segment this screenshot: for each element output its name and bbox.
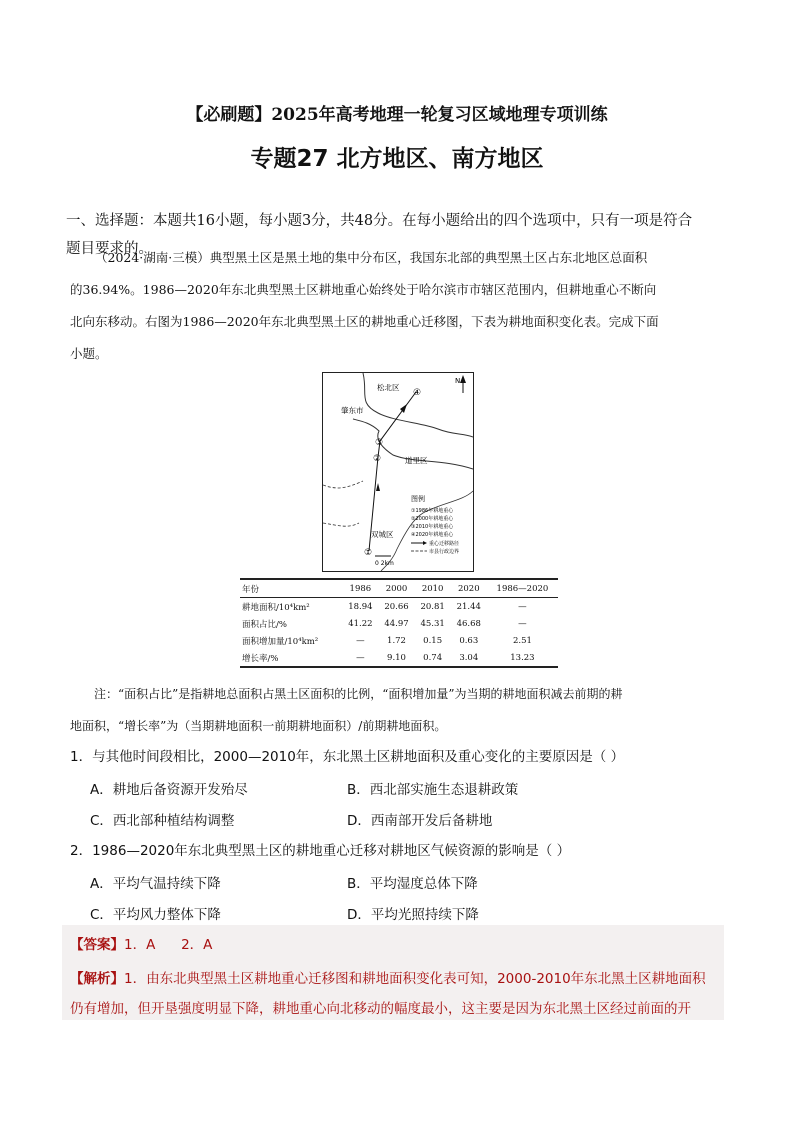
table-header-cell: 2020 bbox=[451, 579, 487, 598]
table-cell: 45.31 bbox=[420, 618, 445, 629]
legend-item-2: ②2000年耕地重心 bbox=[411, 516, 454, 522]
table-cell: 面积增加量/10⁴km² bbox=[242, 636, 319, 647]
answer-tag: 【答案】 bbox=[70, 937, 124, 953]
centroid-migration-map bbox=[322, 372, 474, 572]
topic-title: 专题27 北方地区、南方地区 bbox=[250, 146, 544, 172]
table-header-row bbox=[240, 579, 558, 598]
option-1c: C．西北部种植结构调整 bbox=[90, 813, 235, 829]
legend-item-6: 市县行政边界 bbox=[429, 549, 460, 555]
analysis-line-2: 仍有增加，但开垦强度明显下降，耕地重心向北移动的幅度最小，这主要是因为东北黑土区经过前面的开 bbox=[70, 1001, 691, 1017]
passage-line-1: （2024·湖南·三模）典型黑土区是黑土地的集中分布区，我国东北部的典型黑土区占东北地区总面积 bbox=[95, 250, 648, 265]
table-cell: 41.22 bbox=[348, 618, 373, 629]
table-cell: 3.04 bbox=[459, 652, 479, 663]
label-daoli: 道里区 bbox=[405, 456, 428, 465]
table-cell: 0.74 bbox=[423, 652, 443, 663]
table-cell: 耕地面积/10⁴km² bbox=[242, 602, 310, 613]
table-cell: 46.68 bbox=[456, 618, 481, 629]
question-stem: 2．1986—2020年东北典型黑土区的耕地重心迁移对耕地区气候资源的影响是（ ） bbox=[70, 843, 571, 859]
answer-text: 1．A 2．A bbox=[124, 937, 213, 953]
section-line-2: 题目要求的。 bbox=[66, 241, 153, 257]
passage bbox=[70, 242, 726, 370]
table-cell: — bbox=[518, 618, 527, 629]
passage-line-3: 北向东移动。右图为1986—2020年东北典型黑土区的耕地重心迁移图，下表为耕地面积变化表。完成下面 bbox=[70, 314, 659, 329]
legend-item-1: ①1986年耕地重心 bbox=[411, 508, 454, 514]
farmland-area-table bbox=[240, 578, 558, 668]
map-marker-4: ④ bbox=[413, 388, 422, 398]
table-header-cell: 年份 bbox=[240, 579, 342, 598]
table-header-cell: 1986—2020 bbox=[487, 579, 558, 598]
label-zhaodong: 肇东市 bbox=[341, 406, 364, 415]
table-cell: 0.63 bbox=[459, 635, 479, 646]
option-2b: B．平均湿度总体下降 bbox=[347, 876, 478, 892]
table-cell: 20.66 bbox=[384, 601, 409, 612]
north-label: N bbox=[455, 377, 461, 385]
analysis-line-1 bbox=[70, 964, 730, 994]
map-marker-1: ① bbox=[364, 548, 373, 558]
table-cell: 21.44 bbox=[456, 601, 481, 612]
table-row bbox=[240, 598, 558, 616]
map-marker-2: ② bbox=[373, 454, 382, 464]
table-header-cell: 1986 bbox=[342, 579, 378, 598]
note-line-1: 注：“面积占比”是指耕地总面积占黑土区面积的比例，“面积增加量”为当期的耕地面积减去前期的耕 bbox=[94, 687, 623, 701]
option-2c: C．平均风力整体下降 bbox=[90, 907, 221, 923]
north-arrow-icon bbox=[460, 375, 466, 383]
analysis-tag: 【解析】 bbox=[70, 971, 124, 987]
table-cell: 13.23 bbox=[510, 652, 535, 663]
legend-item-4: ④2020年耕地重心 bbox=[411, 532, 454, 538]
table-note bbox=[70, 678, 726, 742]
map-marker-3: ③ bbox=[375, 438, 384, 448]
table-cell: 18.94 bbox=[348, 601, 373, 612]
option-1b: B．西北部实施生态退耕政策 bbox=[347, 782, 519, 798]
legend-item-5: 重心迁移路径 bbox=[429, 541, 460, 547]
table-cell: 面积占比/% bbox=[242, 619, 287, 630]
question-1 bbox=[70, 742, 730, 772]
table-cell: 9.10 bbox=[387, 652, 406, 663]
table-row bbox=[240, 615, 558, 632]
question-2 bbox=[70, 836, 730, 866]
table-header-cell: 2000 bbox=[378, 579, 414, 598]
scale-bar: 0 2km bbox=[375, 560, 394, 567]
table-cell: — bbox=[356, 652, 365, 663]
answer-line bbox=[70, 933, 212, 953]
table-row bbox=[240, 632, 558, 649]
note-line-2: 地面积，“增长率”为（当期耕地面积一前期耕地面积）/前期耕地面积。 bbox=[70, 719, 447, 733]
label-songbei: 松北区 bbox=[377, 383, 400, 392]
analysis-text-1: 1．由东北典型黑土区耕地重心迁移图和耕地面积变化表可知，2000-2010年东北黑土区耕地面积 bbox=[124, 971, 706, 987]
table-cell: 44.97 bbox=[384, 618, 409, 629]
table-cell: 0.15 bbox=[423, 635, 443, 646]
option-2d: D．平均光照持续下降 bbox=[347, 907, 479, 923]
option-1a: A．耕地后备资源开发殆尽 bbox=[90, 782, 248, 798]
table-header-cell: 2010 bbox=[415, 579, 451, 598]
document-title: 【必刷题】2025年高考地理一轮复习区域地理专项训练 bbox=[186, 105, 608, 125]
table-row bbox=[240, 649, 558, 667]
legend-title: 图例 bbox=[411, 495, 425, 503]
option-2a: A．平均气温持续下降 bbox=[90, 876, 221, 892]
question-stem: 1．与其他时间段相比，2000—2010年，东北黑土区耕地面积及重心变化的主要原因是（ ） bbox=[70, 749, 625, 765]
table-cell: — bbox=[356, 635, 365, 646]
option-1d: D．西南部开发后备耕地 bbox=[347, 813, 493, 829]
label-shuangcheng: 双城区 bbox=[371, 530, 394, 539]
table-cell: — bbox=[518, 601, 527, 612]
table-cell: 增长率/% bbox=[242, 653, 279, 664]
analysis-block bbox=[70, 964, 730, 1024]
legend-item-3: ③2010年耕地重心 bbox=[411, 524, 454, 530]
table-cell: 2.51 bbox=[512, 635, 532, 646]
section-line-1: 一、选择题：本题共16小题，每小题3分，共48分。在每小题给出的四个选项中，只有一项是符合 bbox=[66, 213, 693, 229]
passage-line-4: 小题。 bbox=[70, 346, 108, 361]
table-cell: 1.72 bbox=[387, 635, 406, 646]
table-cell: 20.81 bbox=[420, 601, 445, 612]
passage-line-2: 的36.94%。1986—2020年东北典型黑土区耕地重心始终处于哈尔滨市市辖区范围内，但耕地重心不断向 bbox=[70, 282, 657, 297]
